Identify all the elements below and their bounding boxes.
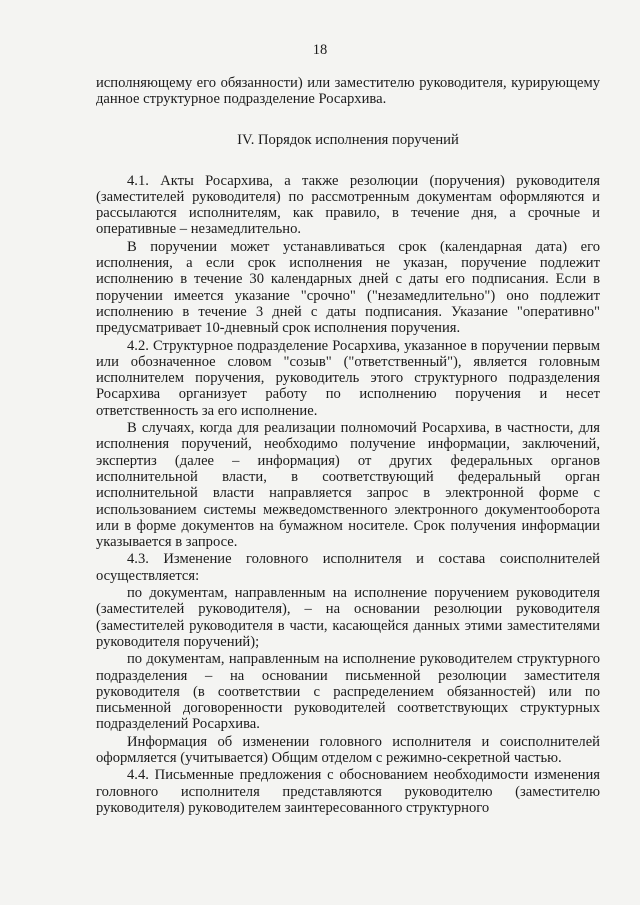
- paragraph-deadline: В поручении может устанавливаться срок (календарная дата) его исполнения, а если срок исполнения не указан, поручение подлежит исполнению в течение 30 календарных дней с даты его подписания. Если в поручении имеется указание "срочно" ("незамедлительно") оно подлежит исполнению в течение 3 дней с даты подписания. Указание "оперативно" предусматривает 10-дневный срок исполнения поручения.: [96, 238, 600, 337]
- paragraph-by-resolution: по документам, направленным на исполнение поручением руководителя (заместителей руководителя), – на основании резолюции руководителя (заместителей руководителя в части, касающейся данных этими заместителями руководителя поручений);: [96, 585, 600, 650]
- paragraph-4-4: 4.4. Письменные предложения с обоснованием необходимости изменения головного исполнителя представляются руководителю (заместителю руководителя) руководителем заинтересованного структурного: [96, 767, 600, 816]
- paragraph-change-registration: Информация об изменении головного исполнителя и соисполнителей оформляется (учитывается) Общим отделом с режимно-секретной частью.: [96, 733, 600, 766]
- page-number: 18: [312, 42, 328, 58]
- paragraph-4-1: 4.1. Акты Росархива, а также резолюции (поручения) руководителя (заместителей руководителя) по рассмотренным документам оформляются и рассылаются исполнителям, как правило, в течение дня, а срочные и оперативные – незамедлительно.: [96, 172, 600, 238]
- paragraph-4-3: 4.3. Изменение головного исполнителя и состава соисполнителей осуществляется:: [96, 551, 600, 584]
- paragraph-by-unit-head: по документам, направленным на исполнение руководителем структурного подразделения – на основании письменной резолюции заместителя руководителя (в соответствии с распределением обязанностей) или по письменной договоренности руководителей соответствующих структурных подразделений Росархива.: [96, 651, 600, 733]
- paragraph-information-request: В случаях, когда для реализации полномочий Росархива, в частности, для исполнения поручений, необходимо получение информации, заключений, экспертиз (далее – информация) от других федеральных органов исполнительной власти, в соответствующий федеральный орган исполнительной власти направляется запрос в электронной форме с использованием системы межведомственного электронного документооборота или в форме документов на бумажном носителе. Срок получения информации указывается в запросе.: [96, 420, 600, 551]
- section-heading: IV. Порядок исполнения поручений: [237, 131, 459, 148]
- paragraph-4-2: 4.2. Структурное подразделение Росархива, указанное в поручении первым или обозначенное словом "созыв" ("ответственный"), является головным исполнителем поручения, руководитель этого структурного подразделения Росархива организует работу по исполнению поручения и несет ответственность за его исполнение.: [96, 337, 600, 419]
- continuation-paragraph: исполняющему его обязанности) или заместителю руководителя, курирующему данное структурное подразделение Росархива.: [96, 75, 600, 108]
